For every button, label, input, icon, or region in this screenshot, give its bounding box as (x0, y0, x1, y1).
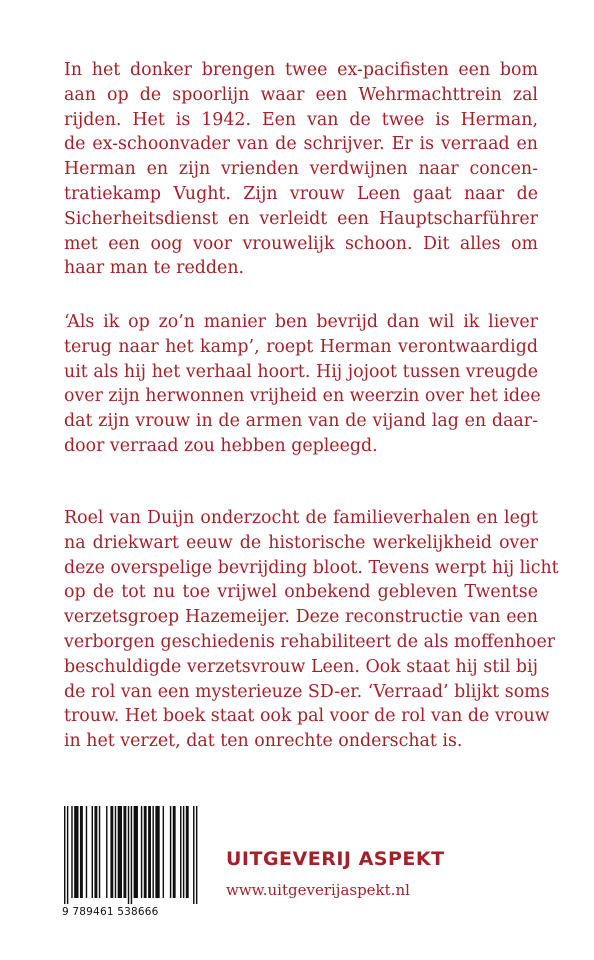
barcode-bar (94, 806, 97, 898)
blurb-line: in het verzet, dat ten onrechte onderschat is. (64, 731, 463, 752)
barcode-bar (74, 806, 78, 898)
blurb-line: beschuldigde verzetsvrouw Leen. Ook staat hij stil bij (64, 656, 538, 677)
blurb-line: rijden. Het is 1942. Een van de twee is Herman, (64, 109, 538, 130)
barcode-bar (128, 806, 129, 904)
barcode-bar (148, 806, 151, 898)
barcode-bar (67, 806, 68, 904)
blurb-line: Herman en zijn vrienden verdwijnen naar concen- (64, 159, 538, 180)
blurb-line: na driekwart eeuw de historische werkelijkheid over (64, 532, 538, 553)
blurb-line: trouw. Het boek staat ook pal voor de rol van de vrouw (64, 706, 550, 727)
isbn-barcode (62, 806, 200, 930)
barcode-bar (106, 806, 107, 898)
publisher-website: www.uitgeverijaspekt.nl (226, 881, 410, 899)
barcode-bar (134, 806, 138, 898)
blurb-line: terug naar het kamp’, roept Herman verontwaardigd (64, 336, 538, 357)
blurb-paragraph-1 (64, 58, 538, 281)
barcode-bar (183, 806, 184, 898)
barcode-bars (62, 806, 200, 904)
barcode-bar (170, 806, 171, 898)
blurb-line: verborgen geschiedenis rehabiliteert de als moffenhoer (64, 631, 556, 652)
blurb-line: verzetsgroep Hazemeijer. Deze reconstructie van een (64, 607, 538, 628)
barcode-bar (118, 806, 122, 898)
barcode-bar (86, 806, 87, 898)
barcode-bar (144, 806, 147, 898)
isbn-digits: 9 789461 538666 (62, 906, 159, 918)
blurb-line: tratiekamp Vught. Zijn vrouw Leen gaat naar de (64, 183, 538, 204)
barcode-bar (180, 806, 181, 898)
barcode-bar (123, 806, 126, 898)
barcode-bar (99, 806, 100, 898)
barcode-bar (71, 806, 72, 898)
blurb-line: In het donker brengen twee ex-pacifisten een bom (64, 60, 538, 80)
blurb-line: dat zijn vrouw in de armen van de vijand lag en daar- (64, 411, 538, 432)
barcode-bar (131, 806, 132, 904)
publisher-name: UITGEVERIJ ASPEKT (226, 848, 445, 870)
barcode-bar (173, 806, 176, 898)
barcode-bar (196, 806, 197, 904)
barcode-bar (152, 806, 153, 898)
barcode-bar (80, 806, 83, 898)
blurb-line: ‘Als ik op zo’n manier ben bevrijd dan wil ik liever (64, 312, 538, 332)
blurb-line: met een oog voor vrouwelijk schoon. Dit alles om (64, 233, 538, 254)
barcode-bar (163, 806, 164, 898)
barcode-bar (155, 806, 159, 898)
barcode-bar (64, 806, 65, 904)
blurb-line: door verraad zou hebben gepleegd. (64, 435, 378, 456)
barcode-bar (115, 806, 116, 898)
barcode-bar (186, 806, 189, 898)
blurb-line: de ex-schoonvader van de schrijver. Er is verraad en (64, 134, 538, 155)
blurb-line: uit als hij het verhaal hoort. Hij jojoot tussen vreugde (64, 361, 538, 382)
blurb-paragraph-2 (64, 310, 541, 459)
blurb-line: haar man te redden. (64, 258, 245, 279)
blurb-paragraph-3 (64, 506, 559, 754)
blurb-line: deze overspelige bevrijding bloot. Tevens werpt hij licht (64, 557, 559, 578)
blurb-line: de rol van een mysterieuze SD-er. ‘Verraad’ blijkt soms (64, 681, 550, 702)
barcode-bar (193, 806, 194, 904)
blurb-line: op de tot nu toe vrijwel onbekend gebleven Twentse (64, 582, 538, 603)
blurb-line: Roel van Duijn onderzocht de familieverhalen en legt (64, 508, 538, 528)
barcode-bar (92, 806, 93, 898)
blurb-line: aan op de spoorlijn waar een Wehrmachttrein zal (64, 84, 538, 105)
barcode-bar (141, 806, 142, 898)
barcode-bar (110, 806, 113, 898)
blurb-line: over zijn herwonnen vrijheid en weerzin over het idee (64, 386, 541, 407)
blurb-line: Sicherheitsdienst en verleidt een Hauptscharführer (64, 208, 538, 229)
